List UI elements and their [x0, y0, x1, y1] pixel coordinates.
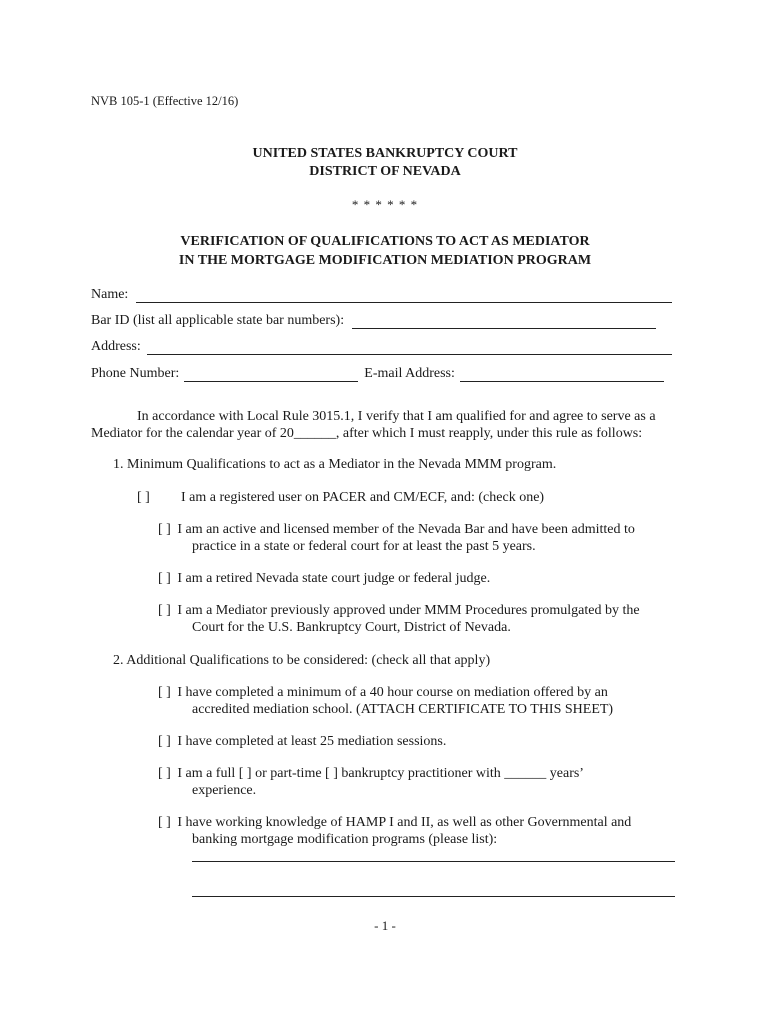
intro-line-1: In accordance with Local Rule 3015.1, I verify that I am qualified for and agree to serve as a: [137, 409, 656, 424]
nevada-bar-text: I am an active and licensed member of the Nevada Bar and have been admitted to: [177, 522, 635, 537]
bar-id-label: Bar ID (list all applicable state bar numbers):: [91, 313, 345, 328]
bar-id-field-row: [91, 313, 656, 329]
bar-id-input-line[interactable]: [352, 314, 656, 329]
hamp-text: I have working knowledge of HAMP I and II, as well as other Governmental and: [177, 815, 632, 830]
separator-stars: * * * * * *: [351, 197, 419, 212]
form-number: NVB 105-1 (Effective 12/16): [91, 94, 239, 108]
name-field-row: [91, 287, 672, 303]
court-name: UNITED STATES BANKRUPTCY COURT: [252, 146, 518, 161]
nevada-bar-checkbox[interactable]: [ ]: [158, 522, 171, 537]
section-1-heading: 1. Minimum Qualifications to act as a Mediator in the Nevada MMM program.: [113, 457, 557, 472]
practitioner-text: I am a full [ ] or part-time [ ] bankruptcy practitioner with ______ years’: [177, 766, 584, 781]
email-label: E-mail Address:: [364, 366, 455, 381]
page-number: - 1 -: [374, 918, 396, 933]
course-checkbox[interactable]: [ ]: [158, 685, 171, 700]
practitioner-text-cont: experience.: [192, 783, 257, 798]
intro-line-2: Mediator for the calendar year of 20______, after which I must reapply, under this rule as follows:: [91, 426, 643, 441]
hamp-checkbox[interactable]: [ ]: [158, 815, 171, 830]
pacer-text: I am a registered user on PACER and CM/ECF, and: (check one): [181, 490, 545, 505]
phone-input-line[interactable]: [184, 367, 358, 382]
district-name: DISTRICT OF NEVADA: [309, 164, 461, 179]
course-text: I have completed a minimum of a 40 hour course on mediation offered by an: [177, 685, 608, 700]
option-nevada-bar: [158, 522, 635, 538]
option-hamp: [158, 815, 631, 831]
previous-mediator-text: I am a Mediator previously approved under MMM Procedures promulgated by the: [177, 603, 640, 618]
address-field-row: [91, 339, 672, 355]
course-text-cont: accredited mediation school. (ATTACH CERTIFICATE TO THIS SHEET): [192, 702, 614, 717]
option-practitioner: [158, 766, 584, 782]
sessions-text: I have completed at least 25 mediation sessions.: [177, 734, 447, 749]
programs-list-line-1[interactable]: [192, 861, 675, 862]
previous-mediator-text-cont: Court for the U.S. Bankruptcy Court, District of Nevada.: [192, 620, 511, 635]
programs-list-line-2[interactable]: [192, 896, 675, 897]
name-label: Name:: [91, 287, 129, 302]
hamp-text-cont: banking mortgage modification programs (please list):: [192, 832, 498, 847]
practitioner-checkbox[interactable]: [ ]: [158, 766, 171, 781]
retired-judge-checkbox[interactable]: [ ]: [158, 571, 171, 586]
address-label: Address:: [91, 339, 141, 354]
previous-mediator-checkbox[interactable]: [ ]: [158, 603, 171, 618]
phone-email-field-row: [91, 366, 664, 382]
option-40-hour-course: [158, 685, 608, 701]
option-previous-mediator: [158, 603, 640, 619]
option-25-sessions: [158, 734, 446, 750]
document-title-line2: IN THE MORTGAGE MODIFICATION MEDIATION PROGRAM: [178, 253, 592, 268]
address-input-line[interactable]: [147, 340, 672, 355]
retired-judge-text: I am a retired Nevada state court judge or federal judge.: [177, 571, 491, 586]
section-2-heading: 2. Additional Qualifications to be considered: (check all that apply): [113, 653, 491, 668]
nevada-bar-text-cont: practice in a state or federal court for at least the past 5 years.: [192, 539, 536, 554]
option-retired-judge: [158, 571, 490, 587]
name-input-line[interactable]: [136, 288, 672, 303]
pacer-checkbox[interactable]: [ ]: [137, 490, 150, 505]
phone-label: Phone Number:: [91, 366, 180, 381]
document-title-line1: VERIFICATION OF QUALIFICATIONS TO ACT AS MEDIATOR: [180, 234, 590, 249]
email-input-line[interactable]: [460, 367, 664, 382]
sessions-checkbox[interactable]: [ ]: [158, 734, 171, 749]
